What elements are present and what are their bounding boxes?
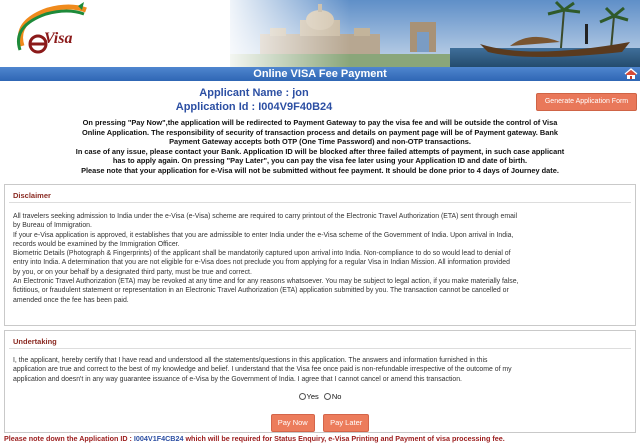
disclaimer-heading: Disclaimer	[13, 191, 51, 200]
disclaimer-line: by you, or on your behalf by a designated third party, must be true and correct.	[13, 268, 252, 276]
no-label: No	[331, 392, 342, 401]
yes-radio[interactable]	[299, 393, 306, 400]
undertaking-line: application are true and correct to the best of my knowledge and belief. I understand that the Visa fee once paid is non-refundable irrespective of the outcome of my	[13, 366, 512, 374]
payment-buttons	[5, 412, 635, 432]
disclaimer-line: fictitious, or fraudulent statement or representation in an Electronic Travel Authorization (ETA) application submitted by you. The transaction cannot be cancelled or	[13, 287, 509, 295]
notice-line: Payment Gateway accepts both OTP (One Time Password) and non-OTP transactions.	[169, 137, 471, 147]
generate-application-form-button[interactable]: Generate Application Form	[536, 93, 637, 111]
title-bar	[0, 67, 640, 81]
banner-fade	[150, 0, 350, 67]
undertaking-panel	[4, 330, 636, 433]
footer-suffix: which will be required for Status Enquiry, e-Visa Printing and Payment of visa processing fee.	[183, 434, 505, 443]
disclaimer-line: records would be examined by the Immigration Officer.	[13, 240, 180, 248]
pay-now-button[interactable]: Pay Now	[271, 414, 315, 432]
disclaimer-line: All travelers seeking admission to India under the e-Visa (e-Visa) scheme are required to carry printout of the Electronic Travel Authorization (ETA) sent through email	[13, 213, 518, 220]
pay-later-button[interactable]: Pay Later	[323, 414, 369, 432]
disclaimer-line: An Electronic Travel Authorization (ETA) may be revoked at any time and for any reasons whatsoever. You may be subject to legal action, if you make materially false,	[13, 278, 519, 286]
disclaimer-line: amended once the fee has been paid.	[13, 296, 129, 304]
disclaimer-line: entry into India. A determination that you are not eligible for e-Visa does not preclude you from applying for a regular Visa in Indian Mission. All information provided	[13, 259, 510, 267]
footer-note	[4, 434, 636, 443]
home-icon[interactable]	[624, 68, 638, 80]
no-radio[interactable]	[324, 393, 331, 400]
undertaking-line: application and doesn't in any way guarantee issuance of e-Visa by the Government of India. I agree that I cannot cancel or amend this transaction.	[13, 375, 462, 383]
notice-line: On pressing "Pay Now",the application will be redirected to Payment Gateway to pay the visa fee and will be outside the control of Visa	[82, 118, 558, 127]
applicant-name: Applicant Name : jon	[199, 87, 309, 99]
application-id: Application Id : I004V9F40B24	[175, 101, 333, 113]
notice-line: Online Application. The responsibility of security of transaction process and details on payment page will be of Payment gateway. Bank	[82, 127, 558, 137]
footer-app-id: I004V1F4CB24	[133, 434, 184, 443]
disclaimer-panel	[4, 184, 636, 326]
undertaking-text	[5, 349, 635, 384]
undertaking-line: I, the applicant, hereby certify that I have read and understood all the statements/questions in this application. The answers and information furnished in this	[13, 357, 488, 364]
logo-text: Visa	[44, 30, 73, 47]
undertaking-heading: Undertaking	[13, 337, 57, 346]
page-title: Online VISA Fee Payment	[253, 68, 387, 80]
notice-line: In case of any issue, please contact your Bank. Application ID will be blocked after three failed attempts of payment, in such case applicant	[75, 146, 565, 156]
notice-line: Please note that your application for e-Visa will not be submitted without fee payment. It should be done prior to 4 days of Journey date.	[81, 165, 559, 175]
footer-prefix: Please note down the Application ID :	[4, 434, 134, 443]
payment-notice	[4, 118, 636, 176]
applicant-info	[0, 86, 508, 114]
disclaimer-line: by Bureau of Immigration.	[13, 222, 92, 230]
disclaimer-text	[5, 203, 635, 305]
notice-line: has to apply again. On pressing "Pay Later", you can pay the visa fee later using your Application ID and date of birth.	[112, 156, 528, 166]
disclaimer-line: Biometric Details (Photograph & Fingerprints) of the applicant shall be mandatorily captured upon arrival into India. Non-compliance to do so would lead to denial of	[13, 250, 511, 258]
yes-label: Yes	[306, 392, 319, 401]
disclaimer-line: If your e-Visa application is approved, it establishes that you are admissible to enter India under the e-Visa scheme of the Government of India. Upon arrival in India,	[13, 231, 514, 239]
agreement-radio-group	[5, 392, 635, 401]
header-banner	[0, 0, 640, 67]
